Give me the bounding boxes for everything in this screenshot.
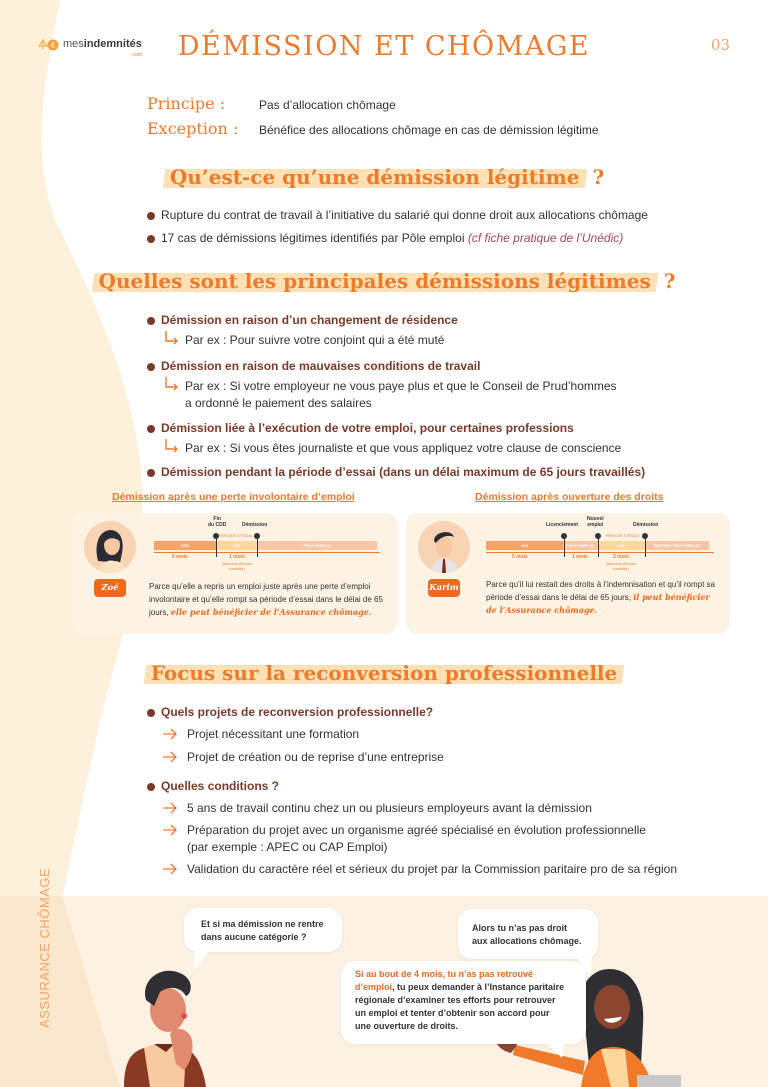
marker-line [645,535,647,557]
case-text-zoe [149,580,389,619]
bubble-line: dans aucune catégorie ? [201,932,307,942]
svg-text:€: € [51,42,55,50]
bullet-dot-icon [147,469,155,477]
marker-label-line1: Fin [213,516,221,522]
duration-note: (Moins de 65 jours travaillés) [606,562,636,571]
speech-bubble-answer-2 [341,961,586,1044]
segment-cdi: CDI [216,541,257,550]
page-number: 03 [710,36,730,54]
marker-label-demission: Démission [633,522,659,528]
bubble-line: Alors tu n’as pas droit [472,923,568,933]
arrow-right-icon [162,861,178,877]
case-text-emphasis: il peut bénéficier de l’Assurance chômage. [486,592,710,615]
logo-suffix: .com [131,51,142,58]
man-portrait-icon [418,521,470,573]
marker-label-fin-cdd [208,516,226,528]
bullet-dot-icon [147,783,155,791]
bubble-text: , tu peux demander à l’Instance paritaire [392,982,565,992]
period-label: PÉRIODE D’ESSAI [219,534,252,538]
case-text-karim [486,578,722,617]
heading-highlight [145,661,623,685]
timeline-axis [486,552,714,553]
bullet-dot-icon [147,317,155,325]
bubble-line [355,981,586,994]
bullet-dot-icon [147,212,155,220]
avatar-zoe [84,521,136,573]
bubble-line: régionale d’examiner tes efforts pour retrouver [355,995,556,1005]
bubble-line: aux allocations chômage. [472,936,582,946]
marker-label-line2: emploi [587,522,604,528]
speech-bubble-question [184,908,342,952]
avatar-karim [418,521,470,573]
exception-value: Bénéfice des allocations chômage en cas de démission légitime [259,123,599,137]
heading-question-mark: ? [663,269,676,293]
exception-label: Exception : [147,119,239,138]
marker-label-demission: Démission [242,522,268,528]
example-text: Par ex : Pour suivre votre conjoint qui a été muté [185,333,445,347]
speech-bubble-answer-1 [458,909,598,959]
unedic-reference-link[interactable]: (cf fiche pratique de l’Unédic) [467,231,624,245]
subitem-text: 5 ans de travail continu chez un ou plusieurs employeurs avant la démission [187,801,592,815]
principe-value: Pas d’allocation chômage [259,98,396,112]
segment-pole-emploi: PÔLE EMPLOI [257,541,377,550]
corner-arrow-icon [164,438,180,454]
item-title: Démission en raison d’un changement de résidence [161,313,458,327]
case-card-karim [406,513,730,634]
marker-line [216,535,218,557]
segment-pole-emploi: PÔLE EMPLOI [563,541,597,550]
group-title: Quelles conditions ? [161,779,280,793]
bubble-line: une ouverture de droits. [355,1021,459,1031]
case-text-plain: Parce qu’il lui restait des droits à l’indemnisation et qu’il rompt sa période d’essai dans le délai de 65 jours, [486,580,715,602]
corner-arrow-icon [164,376,180,392]
duration-label: 1 mois [572,554,588,560]
corner-arrow-icon [164,330,180,346]
segment-cdd: CDD [154,541,216,550]
marker-line [564,535,566,557]
item-title: Démission en raison de mauvaises conditions de travail [161,359,481,373]
subitem-text: Projet nécessitant une formation [187,727,360,741]
bubble-highlight: d’emploi [355,982,393,992]
case-card-zoe [72,513,398,634]
duration-label: 1 mois [229,554,245,560]
marker-label-line1: Nouvel [587,516,604,522]
bubble-tail-icon [546,1042,564,1058]
subitem-text: Projet de création ou de reprise d’une entreprise [187,750,444,764]
bullet-dot-icon [147,235,155,243]
example-text: Par ex : Si vous êtes journaliste et que vous appliquez votre clause de conscience [185,441,622,455]
timeline-axis [154,552,380,553]
case-title-zoe: Démission après une perte involontaire d’emploi [112,491,355,503]
duration-label: 6 mois [172,554,188,560]
arrow-right-icon [162,726,178,742]
segment-cdi-new: CDI [597,541,645,550]
group-title: Quels projets de reconversion professionnelle? [161,705,434,719]
subitem-text: Validation du caractère réel et sérieux du projet par la Commission paritaire pro de sa région [187,862,678,876]
duration-note: (Moins de 65 jours travaillés) [222,562,252,571]
duration-label: 5 mois [512,554,528,560]
bullet-text: Rupture du contrat de travail à l’initiative du salarié qui donne droit aux allocations chômage [161,208,648,222]
case-title-karim: Démission après ouverture des droits [475,491,664,503]
bubble-tail-icon [192,950,212,972]
name-badge-zoe: Zoé [94,579,126,597]
heading-highlight [93,269,657,293]
subitem-text: (par exemple : APEC ou CAP Emploi) [187,840,388,854]
marker-line [257,535,259,557]
heading-text: Quelles sont les principales démissions légitimes [98,269,651,293]
logo-text-light: mes [63,37,84,50]
name-badge-karim: Karim [428,579,460,597]
segment-reprise-pole-emploi: REPRISE PÔLE EMPLOI [645,541,709,550]
case-text-emphasis: elle peut bénéficier de l’Assurance chômage. [170,607,372,617]
bubble-line [355,968,586,981]
example-text: a ordonné le paiement des salaires [185,396,372,410]
heading-text: Focus sur la reconversion professionnelle [150,661,618,685]
bullet-dot-icon [147,709,155,717]
arrow-right-icon [162,800,178,816]
arrow-right-icon [162,822,178,838]
heading-text: Qu’est-ce qu’une démission légitime [169,165,580,189]
section-heading-reconversion [0,661,768,685]
case-text-plain: Parce qu’elle a repris un emploi juste après une perte d’emploi involontaire et qu’elle rompt sa période d’essai dans le délai de 65 jours, [149,582,383,617]
heading-question-mark: ? [592,165,605,189]
item-title: Démission pendant la période d’essai (dans un délai maximum de 65 jours travaillés) [161,465,646,479]
thinking-man-illustration-icon [110,960,230,1087]
bullet-dot-icon [147,363,155,371]
bullet-dot-icon [147,425,155,433]
arrow-right-icon [162,749,178,765]
side-section-label: ASSURANCE CHÔMAGE [37,867,52,1028]
heading-highlight [164,165,586,189]
woman-portrait-icon [84,521,136,573]
section-heading-legitimate [0,165,768,189]
bullet-text [161,231,623,245]
page-title: DÉMISSION ET CHÔMAGE [177,31,591,62]
period-label: PÉRIODE D’ESSAI [606,534,639,538]
marker-label-line2: du CDD [208,522,227,528]
segment-cdi: CDI [486,541,563,550]
bubble-line: Et si ma démission ne rentre [201,919,324,929]
marker-line [598,535,600,557]
logo-text-bold: indemnités [83,37,142,50]
item-title: Démission liée à l’exécution de votre emploi, pour certaines professions [161,421,574,435]
marker-label-licenciement: Licenciement [546,522,578,528]
section-heading-main-legitimate [0,269,768,293]
bubble-highlight: Si au bout de 4 mois, tu n’as pas retrouvé [355,969,534,979]
marker-label-nouvel-emploi [587,516,604,528]
bubble-line: un emploi et tenter d’obtenir son accord pour [355,1008,550,1018]
bullet-text-plain: 17 cas de démissions légitimes identifiés par Pôle emploi [161,231,468,245]
subitem-text: Préparation du projet avec un organisme agréé spécialisé en évolution professionnelle [187,823,646,837]
side-band-shape [0,896,120,1087]
duration-label: 2 mois [613,554,629,560]
example-text: Par ex : Si votre employeur ne vous paye plus et que le Conseil de Prud’hommes [185,379,617,393]
principe-label: Principe : [147,94,226,113]
